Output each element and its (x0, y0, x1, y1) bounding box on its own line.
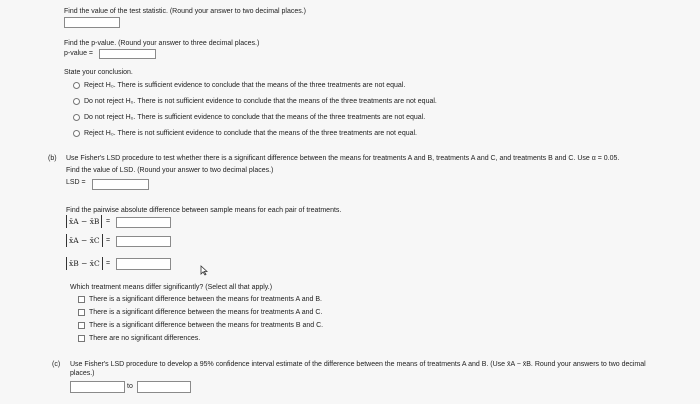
check-bc-box[interactable] (78, 322, 85, 329)
conclusion-prompt: State your conclusion. (64, 69, 133, 76)
conclusion-option-2[interactable]: Do not reject H₀. There is not sufficient evidence to conclude that the means of the three treatments are not equal. (84, 98, 437, 105)
lsd-label: LSD = (66, 179, 86, 186)
which-differ-prompt: Which treatment means differ significantly? (Select all that apply.) (70, 284, 273, 291)
pairwise-prompt: Find the pairwise absolute difference between sample means for each pair of treatments. (66, 207, 342, 214)
pvalue-label: p-value = (64, 50, 93, 57)
conclusion-radio-4[interactable] (73, 130, 80, 137)
conclusion-radio-2[interactable] (73, 98, 80, 105)
pvalue-prompt: Find the p-value. (Round your answer to three decimal places.) (64, 40, 260, 47)
pair-bc-input[interactable] (116, 258, 171, 270)
ci-upper-input[interactable] (137, 381, 191, 393)
lsd-prompt: Find the value of LSD. (Round your answer to two decimal places.) (66, 167, 274, 174)
check-ab-box[interactable] (78, 296, 85, 303)
ci-to-label: to (127, 383, 133, 390)
part-b-label: (b) (48, 155, 57, 162)
pair-ab-input[interactable] (116, 217, 171, 228)
check-ac-label[interactable]: There is a significant difference between the means for treatments A and C. (89, 309, 323, 316)
pvalue-input[interactable] (99, 49, 156, 59)
test-statistic-input[interactable] (64, 17, 120, 28)
ci-lower-input[interactable] (70, 381, 125, 393)
conclusion-option-3[interactable]: Do not reject H₀. There is sufficient evidence to conclude that the means of the three treatments are not equal. (84, 114, 426, 121)
part-c-label: (c) (52, 361, 61, 368)
check-ac-box[interactable] (78, 309, 85, 316)
conclusion-option-1[interactable]: Reject H₀. There is sufficient evidence to conclude that the means of the three treatments are not equal. (84, 82, 406, 89)
pair-ab-equals: = (106, 218, 111, 225)
pair-ac-input[interactable] (116, 236, 171, 247)
part-b-prompt: Use Fisher's LSD procedure to test whether there is a significant difference between the means for treatments A and B, treatments A and C, and treatments B and C. Use α = 0.05. (66, 155, 620, 162)
test-statistic-prompt: Find the value of the test statistic. (Round your answer to two decimal places.) (64, 8, 307, 15)
conclusion-radio-1[interactable] (73, 82, 80, 89)
check-ab-label[interactable]: There is a significant difference between the means for treatments A and B. (89, 296, 322, 303)
conclusion-radio-3[interactable] (73, 114, 80, 121)
pair-ac-expression: x̄A − x̄C (66, 234, 103, 247)
pair-bc-equals: = (106, 260, 111, 267)
pair-ab-expression: x̄A − x̄B (66, 215, 102, 228)
part-c-prompt-line2: places.) (70, 370, 95, 377)
check-none-box[interactable] (78, 335, 85, 342)
conclusion-option-4[interactable]: Reject H₀. There is not sufficient evidence to conclude that the means of the three treatments are not equal. (84, 130, 418, 137)
pair-bc-expression: x̄B − x̄C (66, 257, 103, 270)
lsd-input[interactable] (92, 179, 149, 190)
pair-ac-equals: = (106, 237, 111, 244)
check-bc-label[interactable]: There is a significant difference between the means for treatments B and C. (89, 322, 324, 329)
part-c-prompt-line1: Use Fisher's LSD procedure to develop a 95% confidence interval estimate of the difference between the means of treatments A and B. (Use x̄A − x̄B. Round your answers to two decimal (70, 361, 646, 368)
check-none-label[interactable]: There are no significant differences. (89, 335, 201, 342)
mouse-cursor-icon (200, 265, 208, 278)
